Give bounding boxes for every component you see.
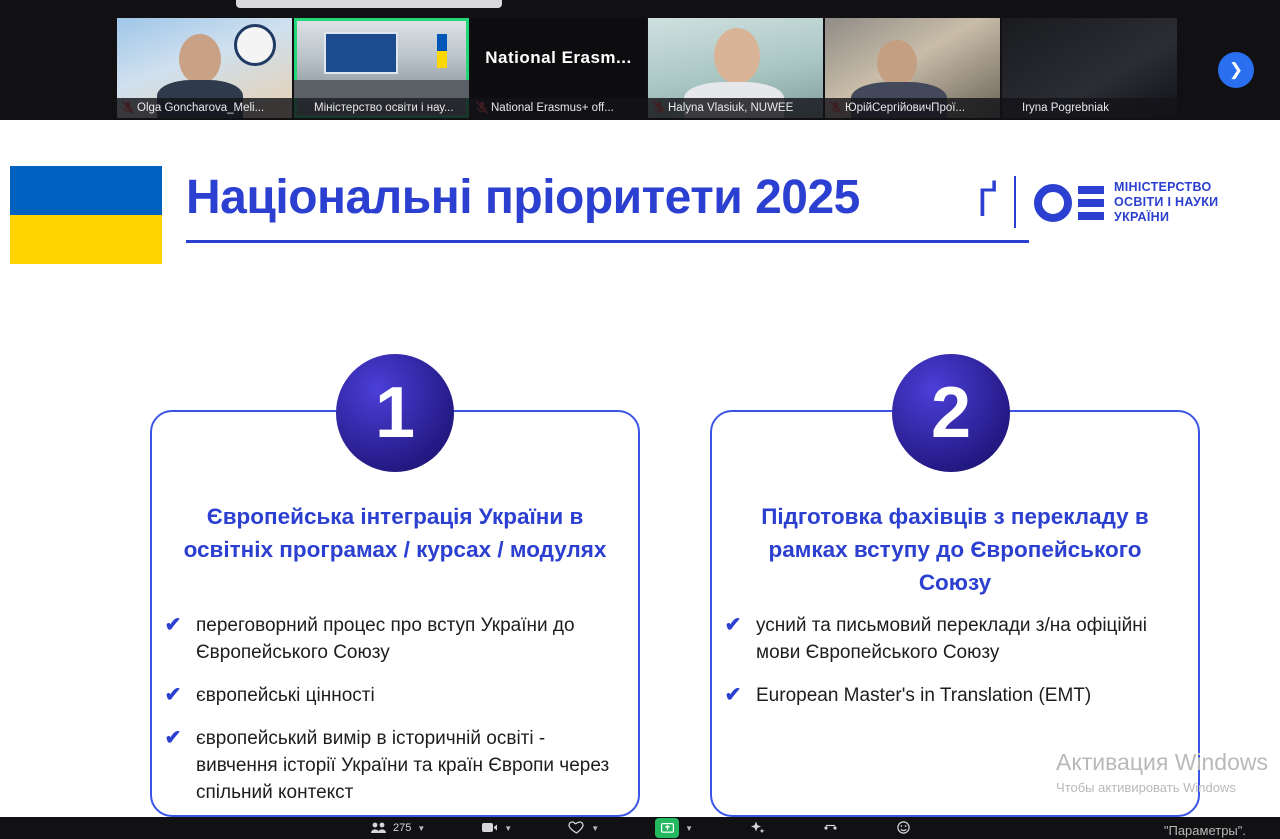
avatar bbox=[179, 34, 221, 84]
participant-tile[interactable] bbox=[648, 18, 823, 118]
toolbar-camera-button[interactable] bbox=[481, 821, 512, 836]
ministry-line-3: УКРАЇНИ bbox=[1114, 210, 1170, 224]
mon-circle-shape bbox=[1034, 184, 1072, 222]
ukraine-flag-graphic bbox=[10, 166, 162, 264]
ministry-name bbox=[1114, 180, 1218, 225]
participant-tile-active[interactable] bbox=[294, 18, 469, 118]
toolbar-more-button[interactable] bbox=[822, 821, 839, 836]
toolbar-emoji-button[interactable] bbox=[895, 821, 912, 836]
logo-divider bbox=[1014, 176, 1016, 228]
title-underline bbox=[186, 240, 1029, 243]
watermark-title: Активация Windows bbox=[1056, 749, 1268, 775]
priority-number-badge: 2 bbox=[892, 354, 1010, 472]
ukraine-trident-icon: Ґ bbox=[977, 181, 997, 225]
bullet-text: європейські цінності bbox=[196, 685, 375, 706]
check-icon: ✔ bbox=[724, 684, 742, 706]
participant-name: Iryna Pogrebniak bbox=[1002, 98, 1177, 118]
avatar bbox=[877, 40, 917, 86]
heart-icon bbox=[568, 821, 585, 836]
more-icon bbox=[822, 821, 839, 836]
smiley-icon bbox=[895, 821, 912, 836]
logo-badge bbox=[234, 24, 276, 66]
chevron-down-icon[interactable]: ▼ bbox=[504, 823, 513, 833]
priority-bullet-list bbox=[162, 612, 626, 822]
priority-number-badge: 1 bbox=[336, 354, 454, 472]
participant-filmstrip bbox=[0, 0, 1280, 120]
ministry-line-2: ОСВІТИ І НАУКИ bbox=[1114, 195, 1219, 209]
watermark-params-text: "Параметры". bbox=[1163, 823, 1246, 838]
sparkle-icon bbox=[749, 821, 766, 836]
meeting-toolbar bbox=[0, 817, 1280, 839]
room-projector-screen bbox=[324, 32, 398, 74]
share-screen-icon bbox=[655, 818, 679, 838]
participants-count: 275 bbox=[393, 822, 412, 834]
list-item bbox=[722, 612, 1186, 666]
mon-logomark bbox=[1034, 182, 1108, 224]
watermark-subtitle: Чтобы активировать Windows bbox=[1056, 780, 1236, 795]
check-icon: ✔ bbox=[164, 684, 182, 706]
chevron-down-icon[interactable]: ▼ bbox=[591, 823, 600, 833]
filmstrip-tiles bbox=[117, 18, 1177, 118]
participant-name: National Erasmus+ off... bbox=[471, 98, 646, 118]
ministry-line-1: МІНІСТЕРСТВО bbox=[1114, 180, 1212, 194]
chevron-down-icon[interactable]: ▼ bbox=[417, 823, 426, 833]
priority-heading: Підготовка фахівців з перекладу в рамках вступу до Європейського Союзу bbox=[761, 504, 1149, 595]
tile-overlay-text: National Erasm... bbox=[485, 48, 632, 67]
mon-bar-bottom bbox=[1078, 212, 1104, 220]
bullet-text: European Master's in Translation (EMT) bbox=[756, 685, 1092, 706]
participants-icon bbox=[370, 821, 387, 836]
list-item bbox=[722, 682, 1186, 709]
participant-name: ЮрійСергійовичПрої... bbox=[825, 98, 1000, 118]
participant-name: Halyna Vlasiuk, NUWEE bbox=[648, 98, 823, 118]
check-icon: ✔ bbox=[724, 614, 742, 636]
participant-tile[interactable] bbox=[471, 18, 646, 118]
toolbar-participants-button[interactable] bbox=[370, 821, 425, 836]
list-item bbox=[162, 682, 626, 709]
bullet-text: європейський вимір в історичній освіті - вивчення історії України та країн Європи через спільний контекст bbox=[196, 728, 610, 803]
toolbar-reactions-button[interactable] bbox=[568, 821, 599, 836]
window-tab-handle[interactable] bbox=[236, 0, 502, 8]
bullet-text: переговорний процес про вступ України до Європейського Союзу bbox=[196, 615, 575, 663]
priority-card-2 bbox=[710, 373, 1200, 817]
participant-tile[interactable] bbox=[1002, 18, 1177, 118]
camera-icon bbox=[481, 821, 498, 836]
check-icon: ✔ bbox=[164, 614, 182, 636]
priority-card-1 bbox=[150, 373, 640, 817]
toolbar-items bbox=[370, 817, 912, 839]
room-desk bbox=[294, 80, 469, 98]
priority-bullet-list bbox=[722, 612, 1186, 725]
slide-title: Національні пріоритети 2025 bbox=[186, 171, 860, 224]
participant-name: Olga Goncharova_Meli... bbox=[117, 98, 292, 118]
mon-bar-top bbox=[1078, 186, 1104, 194]
list-item bbox=[162, 612, 626, 666]
chevron-right-icon[interactable]: ❯ bbox=[1218, 52, 1254, 88]
chevron-down-icon[interactable]: ▼ bbox=[685, 823, 694, 833]
toolbar-effects-button[interactable] bbox=[749, 821, 766, 836]
avatar bbox=[714, 28, 760, 84]
check-icon: ✔ bbox=[164, 727, 182, 749]
toolbar-share-screen-button[interactable] bbox=[655, 818, 693, 838]
ministry-logo bbox=[974, 172, 1242, 234]
presentation-slide bbox=[0, 120, 1280, 817]
bullet-text: усний та письмовий переклади з/на офіційні мови Європейського Союзу bbox=[756, 615, 1147, 663]
participant-tile[interactable] bbox=[825, 18, 1000, 118]
mon-bar-mid bbox=[1078, 199, 1104, 207]
list-item bbox=[162, 725, 626, 806]
priority-heading: Європейська інтеграція України в освітніх програмах / курсах / модулях bbox=[183, 504, 607, 562]
participant-tile[interactable] bbox=[117, 18, 292, 118]
participant-name: Міністерство освіти і нау... bbox=[294, 98, 469, 118]
room-flag bbox=[437, 34, 447, 68]
